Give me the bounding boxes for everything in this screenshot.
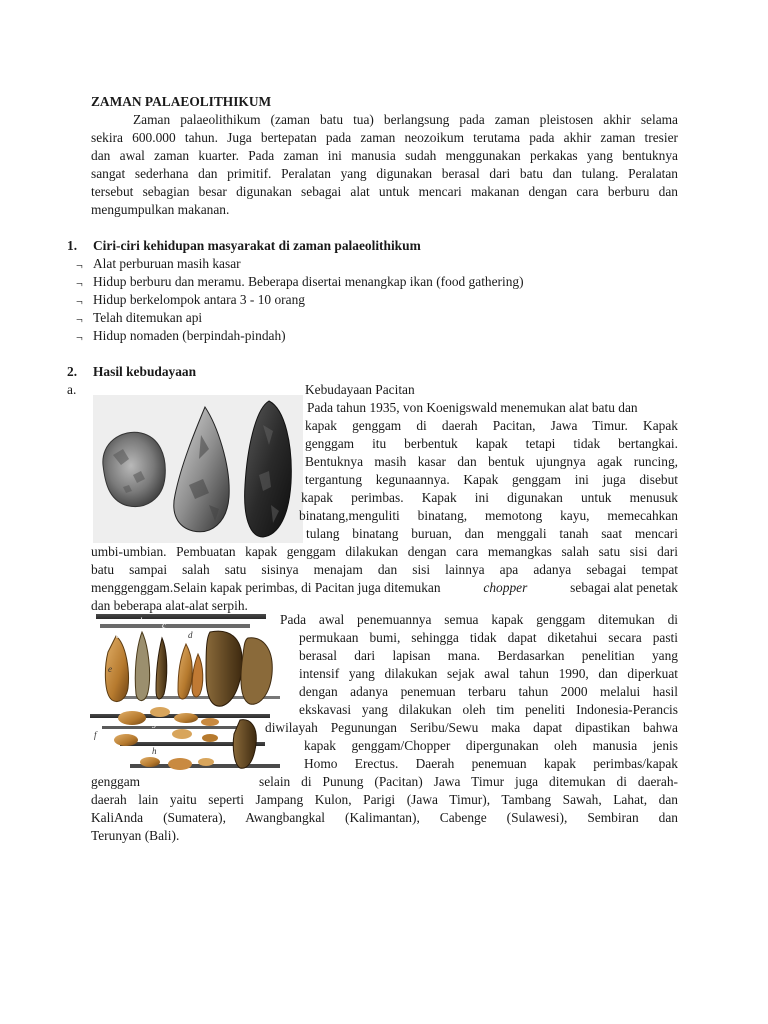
sub-letter: a. [67,382,77,397]
para2-line-9: Homo Erectus. Daerah penemuan kapak perimbas/kapak [304,756,678,771]
para2-line-6: ekskavasi yang dilakukan oleh tim peneliti Indonesia-Perancis [299,702,678,717]
list-item: Hidup nomaden (berpindah-pindah) [93,328,286,343]
para2-line-13: Terunyan (Bali). [91,828,180,843]
para1-line-2: kapak genggam di daerah Pacitan, Jawa Timur. Kapak [305,418,678,433]
artifacts-plate-image [90,614,290,782]
para2-line-11: daerah lain yaitu seperti Jampang Kulon, Parigi (Jawa Timur), Tambang Sawah, Lahat, dan [91,792,678,807]
artifacts-illustration [90,614,290,782]
bullet-icon: ¬ [76,330,83,344]
para2-line-1 [280,611,678,629]
intro-line-4: sangat sederhana dan primitif. Peralatan yang digunakan berasal dari batu dan tulang. Peralatan [91,166,678,181]
sub-title: Kebudayaan Pacitan [305,382,415,397]
para1-line-9: umbi-umbian. Pembuatan kapak genggam dilakukan dengan cara memangkas salah satu sisi dari [91,544,678,559]
para1-line-12: dan beberapa alat-alat serpih. [91,598,248,613]
para1-line-1: Pada tahun 1935, von Koenigswald menemukan alat batu dan [307,400,638,415]
para1-line-11 [91,579,678,597]
list-item: Telah ditemukan api [93,310,203,325]
figure-label: c [162,620,166,630]
intro-line-1: Zaman palaeolithikum (zaman batu tua) berlangsung pada zaman pleistosen akhir selama [133,112,678,127]
intro-line-6: mengumpulkan makanan. [91,202,230,217]
list-item: Hidup berburu dan meramu. Beberapa disertai menangkap ikan (food gathering) [93,274,524,289]
para2-line-10-a: genggam [91,774,141,789]
section2-number: 2. [67,364,78,379]
para1-line-11-part-b: sebagai alat penetak [570,580,678,595]
para1-line-3: genggam itu berbentuk kapak tetapi tidak bertangkai. [305,436,678,451]
list-item: Alat perburuan masih kasar [93,256,241,271]
section2-heading: Hasil kebudayaan [93,364,197,379]
intro-line-3: dan awal zaman kuarter. Pada zaman ini manusia sudah menggunakan perkakas yang bentuknya [91,148,678,163]
section1-number: 1. [67,238,78,253]
figure-label: h [152,746,157,756]
para1-line-4: Bentuknya masih kasar dan bentuk ujungnya agak runcing, [305,454,678,469]
para2-line-2: permukaan bumi, sehingga tidak dapat diketahui secara pasti [299,630,678,645]
figure-label: g [152,718,157,728]
para2-line-12: KaliAnda (Sumatera), Awangbangkal (Kalimantan), Cabenge (Sulawesi), Sembiran dan [91,810,678,825]
bullet-icon: ¬ [76,312,83,326]
intro-line-5: tersebut sebagian besar digunakan sebagai alat untuk mencari makanan dengan cara berburu dan [91,184,678,199]
para1-line-11-part-a: menggenggam.Selain kapak perimbas, di Pacitan juga ditemukan [91,580,441,595]
para1-line-10: batu sampai salah satu sisinya menajam dan sisi lainnya apa adanya sebagai tempat [91,562,678,577]
stone-tools-illustration [93,395,303,543]
para2-line-10-b: selain di Punung (Pacitan) Jawa Timur juga ditemukan di daerah- [259,774,678,789]
para2-line-8: kapak genggam/Chopper dipergunakan oleh manusia jenis [304,738,678,753]
figure-label: d [188,630,193,640]
figure-label: f [94,730,97,740]
para1-line-7: binatang,menguliti binatang, memotong kayu, memecahkan [299,508,678,523]
figure-label: a [116,630,121,640]
chopper-term: chopper [483,580,528,595]
page-title: ZAMAN PALAEOLITHIKUM [91,94,272,109]
bullet-icon: ¬ [76,258,83,272]
para1-line-5: tergantung kegunaannya. Kapak genggam ini juga disebut [305,472,678,487]
para2-line-5: dengan adanya penemuan terbaru tahun 2000 melalui hasil [299,684,678,699]
para2-line-7: diwilayah Pegunungan Seribu/Sewu maka dapat dipastikan bahwa [265,720,678,735]
section1-heading: Ciri-ciri kehidupan masyarakat di zaman palaeolithikum [93,238,421,253]
figure-label: b [140,616,145,626]
bullet-icon: ¬ [76,294,83,308]
para1-line-8: tulang binatang buruan, dan menggali tanah saat mencari [306,526,678,541]
para1-line-6: kapak perimbas. Kapak ini digunakan untuk menusuk [301,490,678,505]
stone-tools-image [93,395,303,543]
para2-line-3: berasal dari lapisan mana. Berdasarkan penelitian yang [299,648,678,663]
list-item: Hidup berkelompok antara 3 - 10 orang [93,292,305,307]
intro-line-2: sekira 600.000 tahun. Juga bertepatan pada zaman neozoikum terutama pada akhir zaman tresier [91,130,678,145]
para2-line-1-text: Pada awal penemuannya semua kapak genggam ditemukan di [280,612,678,627]
para2-line-4: intensif yang dilakukan sejak awal tahun 1990, dan diperkuat [299,666,678,681]
bullet-icon: ¬ [76,276,83,290]
figure-label: e [108,664,112,674]
